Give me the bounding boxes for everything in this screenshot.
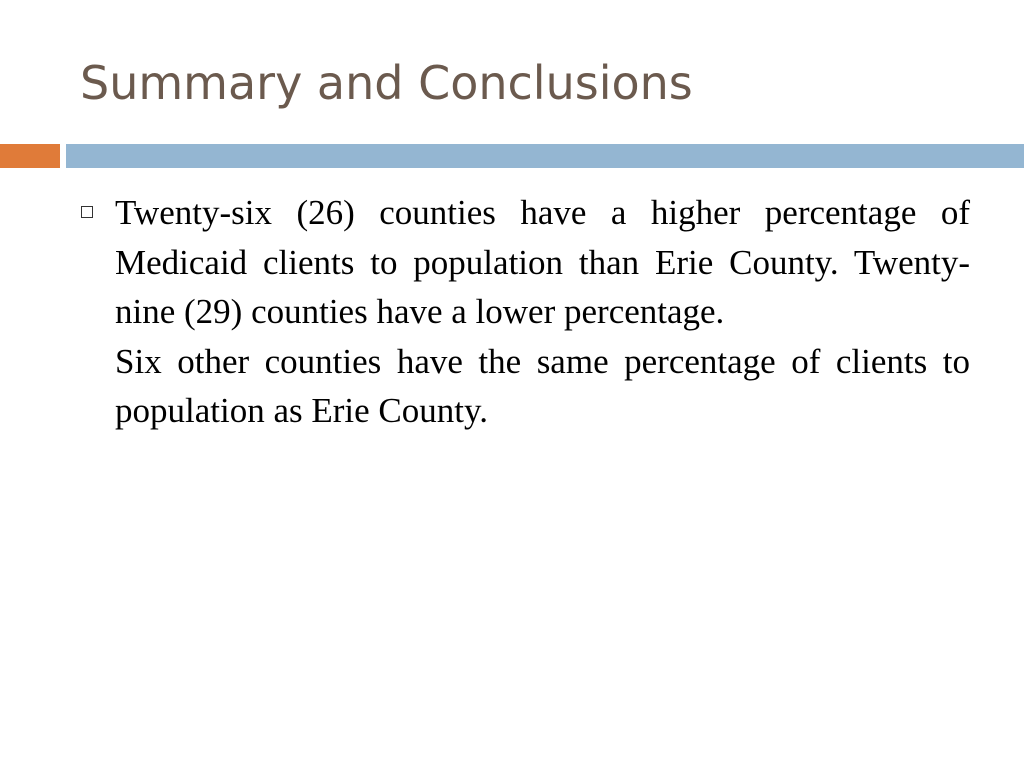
title-divider-bar bbox=[66, 144, 1024, 168]
square-bullet-icon bbox=[81, 206, 93, 218]
slide-title: Summary and Conclusions bbox=[80, 56, 693, 110]
bullet-text: Twenty-six (26) counties have a higher percentage of Medicaid clients to population than Erie County. Twenty-nine (29) counties have a lower percentage. Six other counties have the same percentage of clients to population as Erie County. bbox=[115, 193, 970, 430]
accent-bar bbox=[0, 144, 60, 168]
